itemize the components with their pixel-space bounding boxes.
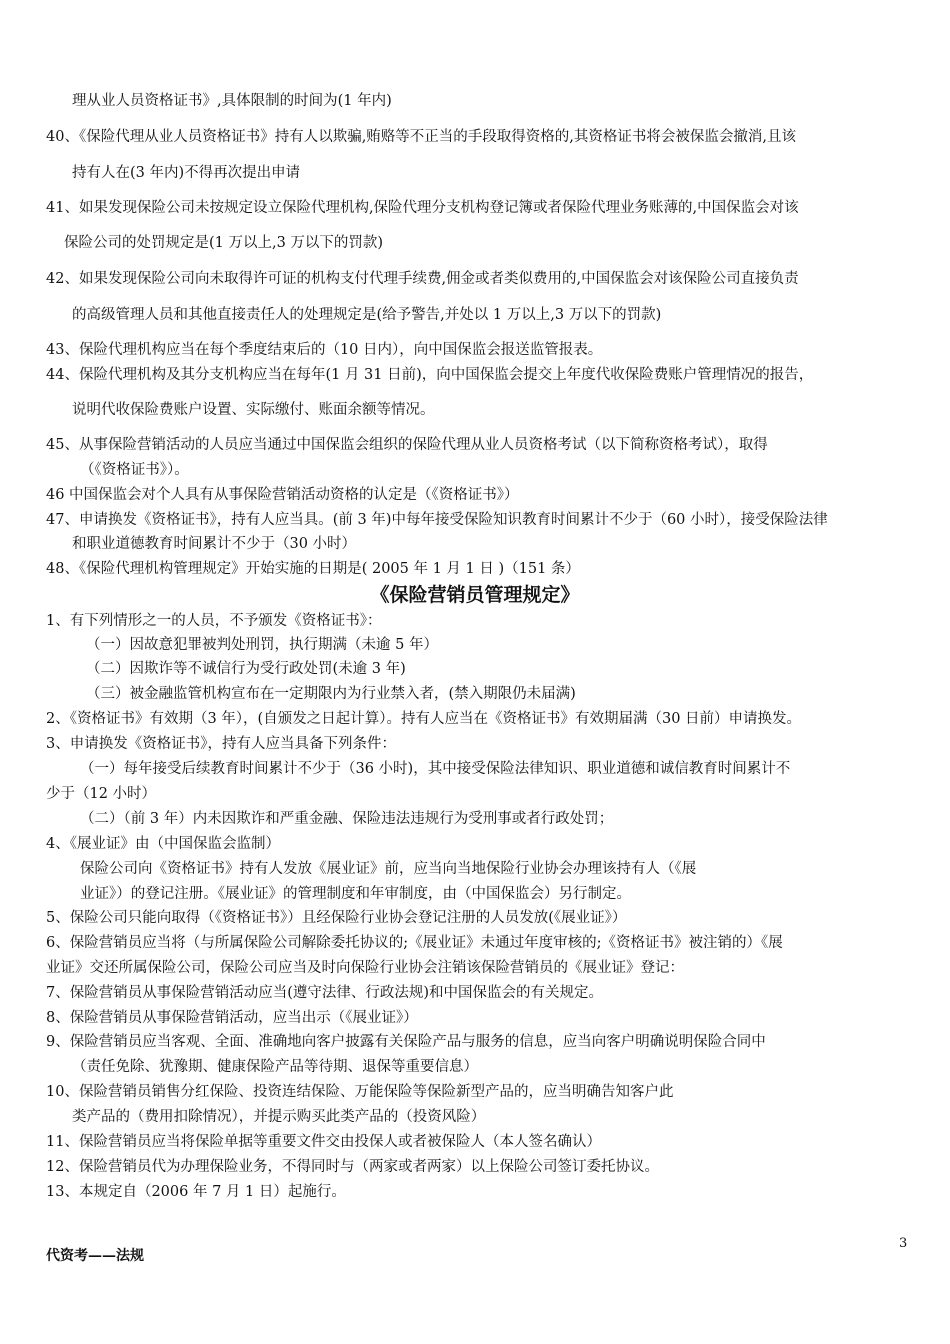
text-line: （三）被金融监管机构宣布在一定期限内为行业禁入者，(禁入期限仍未届满) xyxy=(86,686,576,702)
text-line: 10、保险营销员销售分红保险、投资连结保险、万能保险等保险新型产品的，应当明确告知客户此 xyxy=(46,1084,674,1100)
text-line: 48、《保险代理机构管理规定》开始实施的日期是( 2005 年 1 月 1 日 )（151 条） xyxy=(46,561,580,577)
text-line: 7、保险营销员从事保险营销活动应当(遵守法律、行政法规)和中国保监会的有关规定。 xyxy=(46,985,604,1001)
text-line: 43、保险代理机构应当在每个季度结束后的（10 日内），向中国保监会报送监管报表。 xyxy=(46,342,603,358)
text-line: 45、从事保险营销活动的人员应当通过中国保监会组织的保险代理从业人员资格考试（以下简称资格考试），取得 xyxy=(46,437,768,453)
section-title: 《保险营销员管理规定》 xyxy=(370,584,580,606)
text-line: 11、保险营销员应当将保险单据等重要文件交由投保人或者被保险人（本人签名确认） xyxy=(46,1134,601,1150)
text-line: 保险公司向《资格证书》持有人发放《展业证》前，应当向当地保险行业协会办理该持有人（《展 xyxy=(80,861,697,877)
text-line: （二）因欺诈等不诚信行为受行政处罚(未逾 3 年) xyxy=(86,661,406,677)
text-line: 47、申请换发《资格证书》，持有人应当具。(前 3 年)中每年接受保险知识教育时间累计不少于（60 小时），接受保险法律 xyxy=(46,512,828,528)
text-line: 1、有下列情形之一的人员，不予颁发《资格证书》： xyxy=(46,613,382,629)
text-line: 5、保险公司只能向取得（《资格证书》）且经保险行业协会登记注册的人员发放(《展业证》） xyxy=(46,910,627,926)
text-line: 2、《资格证书》有效期（3 年），(自颁发之日起计算）。持有人应当在《资格证书》有效期届满（30 日前）申请换发。 xyxy=(46,711,802,727)
text-line: 46 中国保监会对个人具有从事保险营销活动资格的认定是（《资格证书》） xyxy=(46,487,519,503)
text-line: 9、保险营销员应当客观、全面、准确地向客户披露有关保险产品与服务的信息，应当向客户明确说明保险合同中 xyxy=(46,1034,766,1050)
text-line: （《资格证书》）。 xyxy=(80,462,189,478)
text-line: 说明代收保险费账户设置、实际缴付、账面余额等情况。 xyxy=(72,402,435,418)
text-line: 业证》交还所属保险公司，保险公司应当及时向保险行业协会注销该保险营销员的《展业证》登记： xyxy=(46,960,684,976)
text-line: 的高级管理人员和其他直接责任人的处理规定是(给予警告,并处以 1 万以上,3 万以下的罚款) xyxy=(72,307,662,323)
text-line: 42、如果发现保险公司向未取得许可证的机构支付代理手续费,佣金或者类似费用的,中国保监会对该保险公司直接负责 xyxy=(46,271,799,287)
text-line: 40、《保险代理从业人员资格证书》持有人以欺骗,贿赂等不正当的手段取得资格的,其资格证书将会被保监会撤消,且该 xyxy=(46,129,797,145)
footer-label: 代资考——法规 xyxy=(46,1248,144,1264)
text-line: （二）（前 3 年）内未因欺诈和严重金融、保险违法违规行为受刑事或者行政处罚； xyxy=(80,811,614,827)
text-line: 44、保险代理机构及其分支机构应当在每年(1 月 31 日前)，向中国保监会提交上年度代收保险费账户管理情况的报告， xyxy=(46,367,814,383)
text-line: 类产品的（费用扣除情况），并提示购买此类产品的（投资风险） xyxy=(72,1109,486,1125)
text-line: （一）因故意犯罪被判处刑罚，执行期满（未逾 5 年） xyxy=(86,637,438,653)
text-line: 13、本规定自（2006 年 7 月 1 日）起施行。 xyxy=(46,1184,346,1200)
text-line: 41、如果发现保险公司未按规定设立保险代理机构,保险代理分支机构登记簿或者保险代理业务账薄的,中国保监会对该 xyxy=(46,200,799,216)
text-line: 少于（12 小时） xyxy=(46,786,157,802)
text-line: 4、《展业证》由（中国保监会监制） xyxy=(46,836,280,852)
text-line: 持有人在(3 年内)不得再次提出申请 xyxy=(72,165,301,181)
text-line: 12、保险营销员代为办理保险业务，不得同时与（两家或者两家）以上保险公司签订委托协议。 xyxy=(46,1159,659,1175)
text-line: （一）每年接受后续教育时间累计不少于（36 小时)，其中接受保险法律知识、职业道德和诚信教育时间累计不 xyxy=(80,761,791,777)
page-number: 3 xyxy=(899,1236,908,1251)
text-line: 和职业道德教育时间累计不少于（30 小时） xyxy=(72,536,357,552)
text-line: （责任免除、犹豫期、健康保险产品等待期、退保等重要信息） xyxy=(72,1059,478,1075)
text-line: 6、保险营销员应当将（与所属保险公司解除委托协议的;《展业证》未通过年度审核的;《资格证书》被注销的）《展 xyxy=(46,935,783,951)
text-line: 理从业人员资格证书》,具体限制的时间为(1 年内) xyxy=(72,93,392,109)
text-line: 8、保险营销员从事保险营销活动，应当出示（《展业证》） xyxy=(46,1010,418,1026)
text-line: 3、申请换发《资格证书》，持有人应当具备下列条件： xyxy=(46,736,396,752)
text-line: 业证》）的登记注册。《展业证》的管理制度和年审制度，由（中国保监会）另行制定。 xyxy=(80,886,631,902)
text-line: 保险公司的处罚规定是(1 万以上,3 万以下的罚款) xyxy=(64,235,384,251)
